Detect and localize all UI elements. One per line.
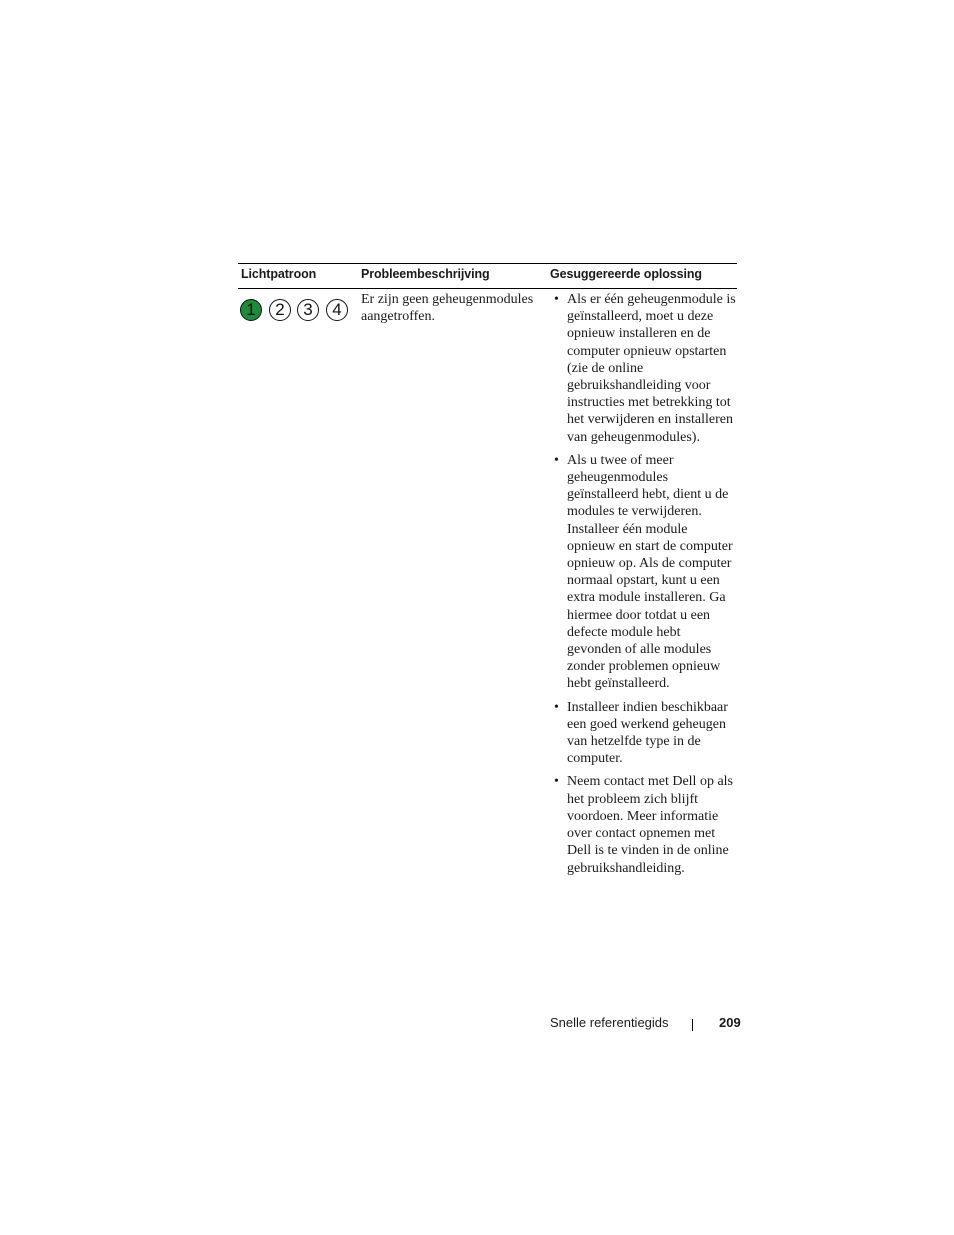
bullet-icon: • — [554, 292, 559, 307]
header-suggested-solution: Gesuggereerde oplossing — [550, 267, 702, 281]
solution-text: Installeer indien beschikbaar een goed werkend geheugen van hetzelfde type in de computer. — [567, 699, 728, 767]
diagnostic-light-1-icon: 1 — [240, 299, 262, 321]
list-item — [554, 452, 737, 693]
diagnostic-lights-table — [238, 263, 737, 889]
bullet-icon: • — [554, 452, 559, 468]
solution-text: Als u twee of meer geheugenmodules geïnstalleerd hebt, dient u de modules te verwijderen. Installeer één module opnieuw en start de computer opnieuw op. Als de computer normaal opstart, kunt u een extra module installeren. Ga hiermee door totdat u een defecte module hebt gevonden of alle modules zonder problemen opnieuw hebt geïnstalleerd. — [567, 452, 733, 692]
diagnostic-light-4-icon: 4 — [326, 299, 348, 321]
bullet-icon: • — [554, 774, 559, 790]
table-row — [238, 289, 737, 889]
problem-description: Er zijn geen geheugenmodules aangetroffen. — [361, 292, 534, 325]
diagnostic-light-3-icon: 3 — [297, 299, 319, 321]
solution-text: Neem contact met Dell op als het probleem zich blijft voordoen. Meer informatie over contact opnemen met Dell is te vinden in de online gebruikshandleiding. — [567, 774, 733, 876]
bullet-icon: • — [554, 699, 559, 715]
list-item — [554, 699, 737, 768]
footer-divider — [692, 1019, 693, 1031]
footer-title: Snelle referentiegids — [550, 1015, 669, 1030]
list-item — [554, 291, 737, 446]
diagnostic-light-2-icon: 2 — [269, 299, 291, 321]
header-light-pattern: Lichtpatroon — [241, 267, 317, 281]
table-header — [238, 264, 737, 289]
page-number: 209 — [719, 1015, 741, 1030]
list-item — [554, 773, 737, 876]
solution-list — [554, 291, 737, 883]
header-problem-description: Probleembeschrijving — [361, 267, 490, 281]
solution-text: Als er één geheugenmodule is geïnstalleerd, moet u deze opnieuw installeren en de computer opnieuw opstarten (zie de online gebruikshandleiding voor instructies met betrekking tot het verwijderen en installeren van geheugenmodules). — [567, 292, 736, 445]
